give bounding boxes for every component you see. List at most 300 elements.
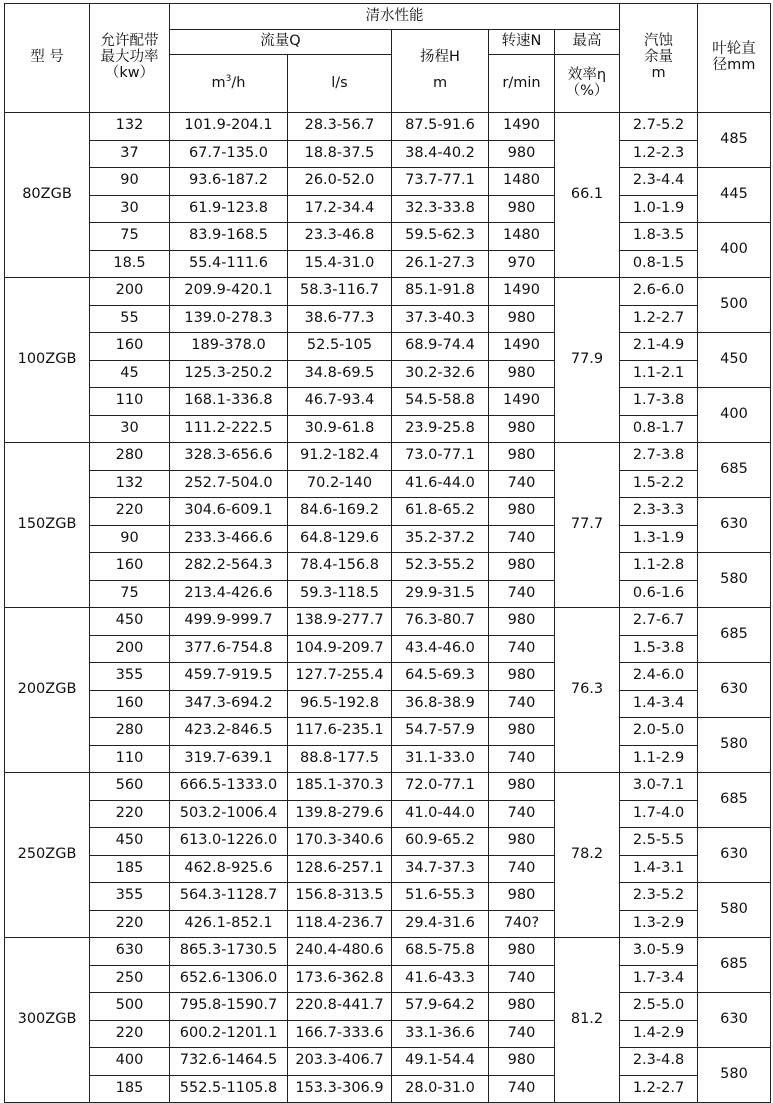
cell-efficiency: 77.9 — [555, 278, 620, 443]
cell-npsh: 2.3-4.4 — [620, 168, 698, 196]
cell-impeller-diameter: 485 — [698, 113, 771, 168]
cell-impeller-diameter: 580 — [698, 1048, 771, 1103]
cell-head: 57.9-64.2 — [392, 993, 489, 1021]
cell-flow-m3h: 652.6-1306.0 — [170, 965, 288, 993]
cell-head: 72.0-77.1 — [392, 773, 489, 801]
cell-npsh: 2.7-3.8 — [620, 443, 698, 471]
cell-npsh: 2.7-6.7 — [620, 608, 698, 636]
header-power: 允许配带 最大功率 （kw） — [90, 4, 170, 113]
cell-flow-m3h: 795.8-1590.7 — [170, 993, 288, 1021]
cell-impeller-diameter: 580 — [698, 883, 771, 938]
cell-npsh: 0.8-1.5 — [620, 250, 698, 278]
cell-power: 37 — [90, 140, 170, 168]
cell-power: 200 — [90, 635, 170, 663]
table-row — [5, 993, 771, 1021]
cell-flow-m3h: 328.3-656.6 — [170, 443, 288, 471]
cell-power: 280 — [90, 718, 170, 746]
cell-power: 90 — [90, 525, 170, 553]
cell-speed: 980 — [489, 828, 555, 856]
cell-flow-ls: 117.6-235.1 — [288, 718, 392, 746]
cell-npsh: 3.0-7.1 — [620, 773, 698, 801]
cell-flow-ls: 23.3-46.8 — [288, 223, 392, 251]
header-head — [392, 30, 489, 113]
cell-speed: 980 — [489, 993, 555, 1021]
cell-power: 160 — [90, 333, 170, 361]
header-speed: 转速N — [489, 30, 555, 55]
cell-head: 28.0-31.0 — [392, 1075, 489, 1103]
table-row — [5, 168, 771, 196]
header-flow-unit-ls: l/s — [288, 55, 392, 113]
cell-model: 200ZGB — [5, 608, 90, 773]
cell-head: 41.6-44.0 — [392, 470, 489, 498]
cell-flow-ls: 26.0-52.0 — [288, 168, 392, 196]
table-body — [5, 113, 771, 1103]
cell-flow-m3h: 564.3-1128.7 — [170, 883, 288, 911]
header-model: 型 号 — [5, 4, 90, 113]
cell-flow-ls: 185.1-370.3 — [288, 773, 392, 801]
cell-impeller-diameter: 630 — [698, 663, 771, 718]
cell-flow-ls: 203.3-406.7 — [288, 1048, 392, 1076]
cell-model: 300ZGB — [5, 938, 90, 1103]
cell-flow-m3h: 426.1-852.1 — [170, 910, 288, 938]
table-row — [5, 553, 771, 581]
cell-speed: 980 — [489, 415, 555, 443]
cell-impeller-diameter: 400 — [698, 223, 771, 278]
cell-flow-ls: 104.9-209.7 — [288, 635, 392, 663]
cell-power: 630 — [90, 938, 170, 966]
header-head-label: 扬程H — [420, 49, 460, 66]
cell-impeller-diameter: 630 — [698, 993, 771, 1048]
cell-power: 160 — [90, 553, 170, 581]
cell-speed: 740 — [489, 635, 555, 663]
cell-speed: 1490 — [489, 113, 555, 141]
header-clean-water: 清水性能 — [170, 4, 620, 30]
cell-speed: 1490 — [489, 333, 555, 361]
cell-model: 250ZGB — [5, 773, 90, 938]
cell-flow-ls: 166.7-333.6 — [288, 1020, 392, 1048]
cell-head: 29.9-31.5 — [392, 580, 489, 608]
cell-npsh: 2.3-4.8 — [620, 1048, 698, 1076]
cell-flow-ls: 170.3-340.6 — [288, 828, 392, 856]
cell-power: 250 — [90, 965, 170, 993]
table-row — [5, 388, 771, 416]
cell-npsh: 1.0-1.9 — [620, 195, 698, 223]
cell-flow-m3h: 93.6-187.2 — [170, 168, 288, 196]
cell-npsh: 2.4-6.0 — [620, 663, 698, 691]
cell-flow-m3h: 139.0-278.3 — [170, 305, 288, 333]
cell-head: 41.6-43.3 — [392, 965, 489, 993]
cell-head: 31.1-33.0 — [392, 745, 489, 773]
cell-flow-m3h: 55.4-111.6 — [170, 250, 288, 278]
cell-head: 49.1-54.4 — [392, 1048, 489, 1076]
cell-model: 80ZGB — [5, 113, 90, 278]
table-row — [5, 1048, 771, 1076]
cell-flow-ls: 17.2-34.4 — [288, 195, 392, 223]
cell-head: 34.7-37.3 — [392, 855, 489, 883]
cell-flow-ls: 78.4-156.8 — [288, 553, 392, 581]
cell-flow-m3h: 503.2-1006.4 — [170, 800, 288, 828]
cell-npsh: 1.5-2.2 — [620, 470, 698, 498]
cell-flow-m3h: 377.6-754.8 — [170, 635, 288, 663]
cell-efficiency: 76.3 — [555, 608, 620, 773]
cell-head: 41.0-44.0 — [392, 800, 489, 828]
cell-flow-m3h: 233.3-466.6 — [170, 525, 288, 553]
cell-head: 73.7-77.1 — [392, 168, 489, 196]
header-speed-unit: r/min — [489, 55, 555, 113]
cell-speed: 740 — [489, 525, 555, 553]
cell-flow-m3h: 347.3-694.2 — [170, 690, 288, 718]
cell-power: 45 — [90, 360, 170, 388]
cell-impeller-diameter: 685 — [698, 608, 771, 663]
cell-head: 73.0-77.1 — [392, 443, 489, 471]
cell-flow-ls: 30.9-61.8 — [288, 415, 392, 443]
cell-speed: 980 — [489, 1048, 555, 1076]
cell-impeller-diameter: 630 — [698, 828, 771, 883]
cell-head: 54.5-58.8 — [392, 388, 489, 416]
cell-speed: 980 — [489, 498, 555, 526]
table-row — [5, 140, 771, 168]
cell-npsh: 1.3-1.9 — [620, 525, 698, 553]
cell-flow-ls: 118.4-236.7 — [288, 910, 392, 938]
header-flow-unit-m3h: $m^3/h$ — [170, 55, 288, 113]
table-row — [5, 800, 771, 828]
cell-flow-ls: 46.7-93.4 — [288, 388, 392, 416]
cell-speed: 740 — [489, 1020, 555, 1048]
table-row — [5, 278, 771, 306]
cell-efficiency: 78.2 — [555, 773, 620, 938]
cell-flow-m3h: 252.7-504.0 — [170, 470, 288, 498]
table-row — [5, 443, 771, 471]
cell-power: 450 — [90, 828, 170, 856]
cell-npsh: 1.2-2.7 — [620, 305, 698, 333]
cell-flow-ls: 153.3-306.9 — [288, 1075, 392, 1103]
cell-power: 30 — [90, 195, 170, 223]
cell-flow-ls: 156.8-313.5 — [288, 883, 392, 911]
cell-power: 200 — [90, 278, 170, 306]
cell-flow-m3h: 61.9-123.8 — [170, 195, 288, 223]
cell-impeller-diameter: 445 — [698, 168, 771, 223]
cell-speed: 740? — [489, 910, 555, 938]
cell-npsh: 1.7-3.8 — [620, 388, 698, 416]
cell-npsh: 0.8-1.7 — [620, 415, 698, 443]
cell-flow-m3h: 209.9-420.1 — [170, 278, 288, 306]
cell-head: 68.5-75.8 — [392, 938, 489, 966]
cell-speed: 1480 — [489, 168, 555, 196]
cell-flow-m3h: 552.5-1105.8 — [170, 1075, 288, 1103]
cell-head: 43.4-46.0 — [392, 635, 489, 663]
cell-speed: 740 — [489, 470, 555, 498]
cell-speed: 970 — [489, 250, 555, 278]
cell-power: 132 — [90, 113, 170, 141]
cell-speed: 980 — [489, 608, 555, 636]
cell-speed: 980 — [489, 443, 555, 471]
cell-npsh: 2.5-5.0 — [620, 993, 698, 1021]
cell-efficiency: 77.7 — [555, 443, 620, 608]
cell-impeller-diameter: 500 — [698, 278, 771, 333]
cell-flow-m3h: 459.7-919.5 — [170, 663, 288, 691]
cell-flow-m3h: 125.3-250.2 — [170, 360, 288, 388]
table-row — [5, 525, 771, 553]
table-row — [5, 828, 771, 856]
cell-npsh: 2.3-3.3 — [620, 498, 698, 526]
cell-flow-m3h: 111.2-222.5 — [170, 415, 288, 443]
cell-speed: 740 — [489, 745, 555, 773]
cell-speed: 740 — [489, 800, 555, 828]
cell-impeller-diameter: 630 — [698, 498, 771, 553]
cell-speed: 980 — [489, 773, 555, 801]
cell-speed: 980 — [489, 140, 555, 168]
cell-flow-m3h: 319.7-639.1 — [170, 745, 288, 773]
cell-flow-m3h: 189-378.0 — [170, 333, 288, 361]
cell-flow-ls: 15.4-31.0 — [288, 250, 392, 278]
cell-power: 30 — [90, 415, 170, 443]
table-row — [5, 1020, 771, 1048]
cell-power: 220 — [90, 800, 170, 828]
cell-flow-ls: 28.3-56.7 — [288, 113, 392, 141]
table-row — [5, 250, 771, 278]
cell-npsh: 1.1-2.8 — [620, 553, 698, 581]
pump-performance-table — [4, 3, 771, 1103]
cell-flow-m3h: 600.2-1201.1 — [170, 1020, 288, 1048]
cell-power: 355 — [90, 883, 170, 911]
cell-impeller-diameter: 400 — [698, 388, 771, 443]
cell-flow-m3h: 613.0-1226.0 — [170, 828, 288, 856]
cell-head: 60.9-65.2 — [392, 828, 489, 856]
cell-speed: 980 — [489, 360, 555, 388]
cell-power: 220 — [90, 1020, 170, 1048]
table-row — [5, 333, 771, 361]
cell-npsh: 1.3-2.9 — [620, 910, 698, 938]
table-row — [5, 580, 771, 608]
cell-flow-ls: 70.2-140 — [288, 470, 392, 498]
cell-power: 110 — [90, 388, 170, 416]
cell-power: 55 — [90, 305, 170, 333]
cell-head: 87.5-91.6 — [392, 113, 489, 141]
cell-power: 90 — [90, 168, 170, 196]
cell-flow-ls: 139.8-279.6 — [288, 800, 392, 828]
cell-flow-ls: 96.5-192.8 — [288, 690, 392, 718]
header-npsh: 汽蚀 余量 m — [620, 4, 698, 113]
cell-npsh: 2.7-5.2 — [620, 113, 698, 141]
cell-head: 85.1-91.8 — [392, 278, 489, 306]
cell-flow-m3h: 423.2-846.5 — [170, 718, 288, 746]
cell-speed: 980 — [489, 305, 555, 333]
table-row — [5, 415, 771, 443]
cell-flow-ls: 58.3-116.7 — [288, 278, 392, 306]
cell-flow-ls: 128.6-257.1 — [288, 855, 392, 883]
cell-power: 185 — [90, 1075, 170, 1103]
cell-npsh: 2.5-5.5 — [620, 828, 698, 856]
cell-npsh: 1.1-2.1 — [620, 360, 698, 388]
cell-impeller-diameter: 450 — [698, 333, 771, 388]
cell-power: 185 — [90, 855, 170, 883]
cell-head: 32.3-33.8 — [392, 195, 489, 223]
cell-power: 220 — [90, 498, 170, 526]
cell-speed: 740 — [489, 690, 555, 718]
cell-model: 100ZGB — [5, 278, 90, 443]
table-row — [5, 965, 771, 993]
cell-npsh: 1.2-2.7 — [620, 1075, 698, 1103]
table-row — [5, 305, 771, 333]
cell-power: 220 — [90, 910, 170, 938]
cell-head: 52.3-55.2 — [392, 553, 489, 581]
table-container — [4, 3, 771, 1103]
cell-head: 30.2-32.6 — [392, 360, 489, 388]
cell-power: 400 — [90, 1048, 170, 1076]
cell-power: 110 — [90, 745, 170, 773]
cell-efficiency: 66.1 — [555, 113, 620, 278]
cell-impeller-diameter: 580 — [698, 553, 771, 608]
cell-impeller-diameter: 685 — [698, 938, 771, 993]
cell-flow-m3h: 83.9-168.5 — [170, 223, 288, 251]
cell-speed: 1490 — [489, 278, 555, 306]
cell-head: 68.9-74.4 — [392, 333, 489, 361]
cell-flow-ls: 220.8-441.7 — [288, 993, 392, 1021]
cell-flow-ls: 127.7-255.4 — [288, 663, 392, 691]
cell-npsh: 0.6-1.6 — [620, 580, 698, 608]
cell-head: 76.3-80.7 — [392, 608, 489, 636]
cell-npsh: 2.0-5.0 — [620, 718, 698, 746]
cell-npsh: 1.4-3.1 — [620, 855, 698, 883]
cell-flow-ls: 52.5-105 — [288, 333, 392, 361]
table-row — [5, 635, 771, 663]
cell-impeller-diameter: 580 — [698, 718, 771, 773]
table-row — [5, 470, 771, 498]
cell-power: 450 — [90, 608, 170, 636]
cell-power: 280 — [90, 443, 170, 471]
cell-power: 355 — [90, 663, 170, 691]
cell-flow-m3h: 67.7-135.0 — [170, 140, 288, 168]
cell-npsh: 1.7-4.0 — [620, 800, 698, 828]
cell-npsh: 1.2-2.3 — [620, 140, 698, 168]
cell-flow-ls: 88.8-177.5 — [288, 745, 392, 773]
cell-power: 18.5 — [90, 250, 170, 278]
cell-flow-m3h: 499.9-999.7 — [170, 608, 288, 636]
table-row — [5, 195, 771, 223]
cell-power: 560 — [90, 773, 170, 801]
cell-head: 54.7-57.9 — [392, 718, 489, 746]
cell-head: 51.6-55.3 — [392, 883, 489, 911]
cell-power: 500 — [90, 993, 170, 1021]
cell-npsh: 3.0-5.9 — [620, 938, 698, 966]
cell-flow-ls: 91.2-182.4 — [288, 443, 392, 471]
cell-speed: 740 — [489, 965, 555, 993]
table-row — [5, 223, 771, 251]
cell-flow-m3h: 462.8-925.6 — [170, 855, 288, 883]
cell-head: 29.4-31.6 — [392, 910, 489, 938]
cell-head: 26.1-27.3 — [392, 250, 489, 278]
cell-npsh: 1.4-3.4 — [620, 690, 698, 718]
cell-head: 36.8-38.9 — [392, 690, 489, 718]
cell-head: 23.9-25.8 — [392, 415, 489, 443]
cell-efficiency: 81.2 — [555, 938, 620, 1103]
table-row — [5, 745, 771, 773]
cell-flow-m3h: 213.4-426.6 — [170, 580, 288, 608]
cell-impeller-diameter: 685 — [698, 443, 771, 498]
cell-speed: 740 — [489, 1075, 555, 1103]
cell-power: 75 — [90, 580, 170, 608]
cell-head: 33.1-36.6 — [392, 1020, 489, 1048]
cell-head: 35.2-37.2 — [392, 525, 489, 553]
cell-flow-ls: 173.6-362.8 — [288, 965, 392, 993]
cell-flow-ls: 18.8-37.5 — [288, 140, 392, 168]
cell-flow-ls: 64.8-129.6 — [288, 525, 392, 553]
cell-speed: 1490 — [489, 388, 555, 416]
table-row — [5, 1075, 771, 1103]
cell-head: 37.3-40.3 — [392, 305, 489, 333]
header-eff-top: 最高 — [555, 30, 620, 55]
table-row — [5, 718, 771, 746]
table-row — [5, 498, 771, 526]
cell-npsh: 1.8-3.5 — [620, 223, 698, 251]
cell-speed: 980 — [489, 195, 555, 223]
cell-flow-ls: 84.6-169.2 — [288, 498, 392, 526]
cell-npsh: 2.6-6.0 — [620, 278, 698, 306]
table-row — [5, 855, 771, 883]
cell-head: 38.4-40.2 — [392, 140, 489, 168]
header-flow: 流量Q — [170, 30, 392, 55]
table-row — [5, 113, 771, 141]
cell-model: 150ZGB — [5, 443, 90, 608]
cell-power: 160 — [90, 690, 170, 718]
cell-flow-m3h: 282.2-564.3 — [170, 553, 288, 581]
cell-speed: 980 — [489, 553, 555, 581]
cell-npsh: 2.3-5.2 — [620, 883, 698, 911]
cell-flow-ls: 38.6-77.3 — [288, 305, 392, 333]
cell-power: 75 — [90, 223, 170, 251]
cell-power: 132 — [90, 470, 170, 498]
table-row — [5, 608, 771, 636]
cell-flow-ls: 240.4-480.6 — [288, 938, 392, 966]
cell-npsh: 2.1-4.9 — [620, 333, 698, 361]
cell-npsh: 1.7-3.4 — [620, 965, 698, 993]
cell-flow-m3h: 666.5-1333.0 — [170, 773, 288, 801]
cell-speed: 740 — [489, 855, 555, 883]
cell-speed: 740 — [489, 580, 555, 608]
cell-speed: 980 — [489, 663, 555, 691]
cell-impeller-diameter: 685 — [698, 773, 771, 828]
cell-head: 59.5-62.3 — [392, 223, 489, 251]
cell-flow-m3h: 732.6-1464.5 — [170, 1048, 288, 1076]
table-row — [5, 690, 771, 718]
table-row — [5, 360, 771, 388]
table-row — [5, 773, 771, 801]
cell-npsh: 1.1-2.9 — [620, 745, 698, 773]
cell-speed: 980 — [489, 718, 555, 746]
cell-flow-m3h: 101.9-204.1 — [170, 113, 288, 141]
cell-head: 61.8-65.2 — [392, 498, 489, 526]
cell-npsh: 1.4-2.9 — [620, 1020, 698, 1048]
cell-speed: 980 — [489, 938, 555, 966]
table-row — [5, 910, 771, 938]
table-row — [5, 883, 771, 911]
cell-speed: 980 — [489, 883, 555, 911]
header-eff-bottom: 效率η （%） — [555, 55, 620, 113]
cell-flow-m3h: 304.6-609.1 — [170, 498, 288, 526]
cell-flow-m3h: 865.3-1730.5 — [170, 938, 288, 966]
header-impeller-diameter: 叶轮直 径mm — [698, 4, 771, 113]
cell-npsh: 1.5-3.8 — [620, 635, 698, 663]
table-row — [5, 663, 771, 691]
cell-flow-ls: 59.3-118.5 — [288, 580, 392, 608]
cell-flow-ls: 138.9-277.7 — [288, 608, 392, 636]
cell-head: 64.5-69.3 — [392, 663, 489, 691]
cell-flow-m3h: 168.1-336.8 — [170, 388, 288, 416]
table-row — [5, 938, 771, 966]
header-head-unit: m — [432, 75, 448, 91]
cell-speed: 1480 — [489, 223, 555, 251]
cell-flow-ls: 34.8-69.5 — [288, 360, 392, 388]
